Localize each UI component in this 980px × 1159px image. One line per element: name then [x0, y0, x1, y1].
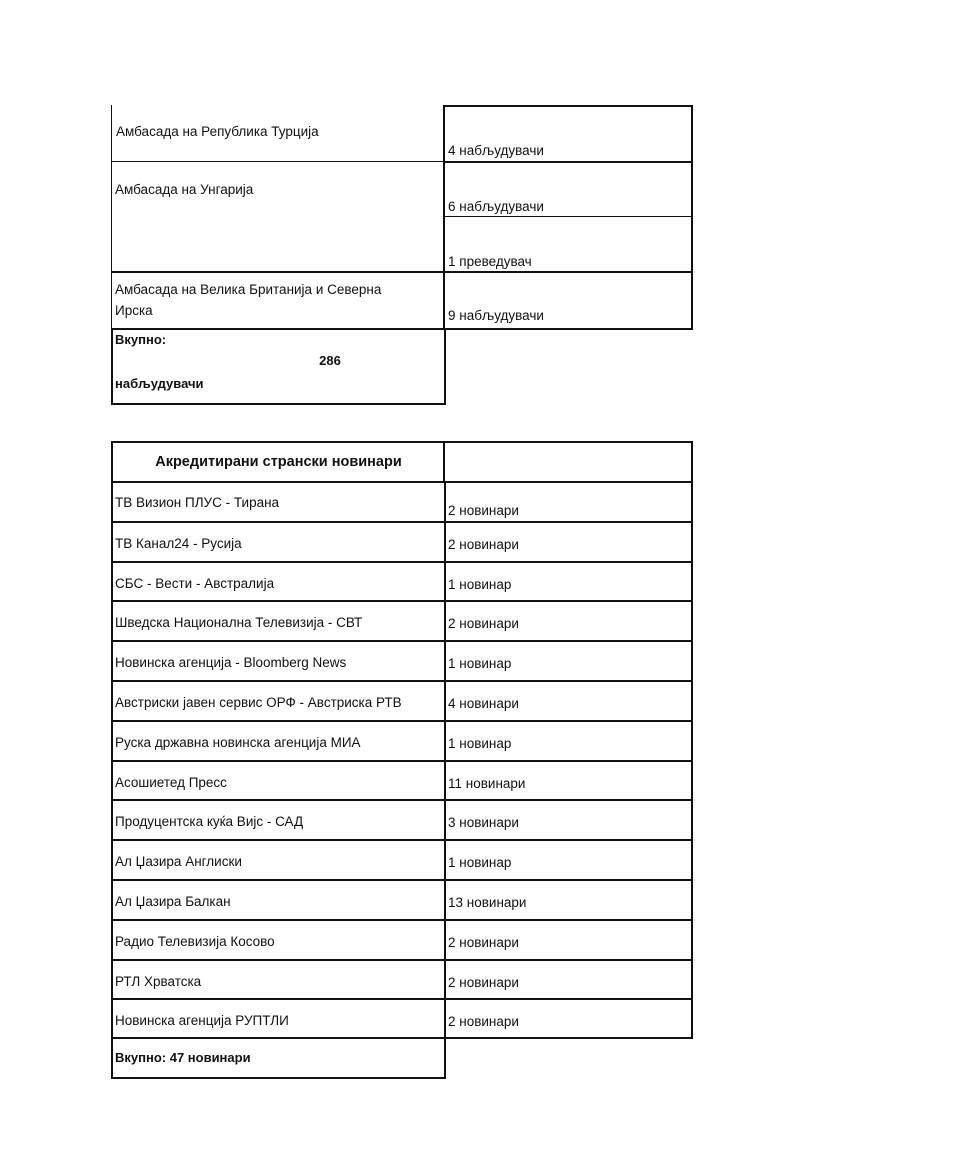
observer-count: 4 набљудувачи: [448, 143, 544, 158]
media-outlet-name: Новинска агенција - Bloomberg News: [115, 655, 347, 670]
row-divider: [111, 600, 693, 602]
row-divider: [111, 161, 444, 162]
row-divider: [111, 919, 693, 921]
interpreter-count: 1 преведувач: [448, 254, 532, 269]
media-outlet-name: ТВ Канал24 - Русија: [115, 536, 242, 551]
journalist-count: 2 новинари: [448, 975, 519, 990]
journalist-count: 2 новинари: [448, 935, 519, 950]
row-divider: [111, 640, 693, 642]
observer-name: Амбасада на Велика Британија и Северна Ирска: [115, 282, 382, 318]
observer-count: 6 набљудувачи: [448, 199, 544, 214]
observers-count-column-frame: [443, 105, 693, 330]
media-outlet-name: Радио Телевизија Косово: [115, 934, 275, 949]
row-divider: [111, 760, 693, 762]
journalist-count: 1 новинар: [448, 577, 512, 592]
media-outlet-name: Австриски јавен сервис ОРФ - Австриска РТВ: [115, 695, 402, 710]
row-divider: [111, 839, 693, 841]
media-outlet-name: ТВ Визион ПЛУС - Тирана: [115, 495, 280, 510]
media-outlet-name: СБС - Вести - Австралија: [115, 576, 275, 591]
journalist-count: 2 новинари: [448, 503, 519, 518]
header-column-divider: [443, 441, 445, 483]
media-outlet-name: Ал Џазира Англиски: [115, 854, 242, 869]
total-value: 286: [319, 353, 341, 368]
journalist-count: 13 новинари: [448, 895, 527, 910]
journalist-count: 1 новинар: [448, 855, 512, 870]
journalist-count: 1 новинар: [448, 656, 512, 671]
row-divider: [111, 998, 693, 1000]
observer-count: 9 набљудувачи: [448, 308, 544, 323]
row-divider: [111, 561, 693, 563]
media-outlet-name: Продуцентска куќа Вијс - САД: [115, 814, 304, 829]
total-unit: набљудувачи: [115, 376, 204, 391]
media-outlet-name: Новинска агенција РУПТЛИ: [115, 1013, 289, 1028]
journalist-count: 2 новинари: [448, 616, 519, 631]
row-divider: [111, 720, 693, 722]
row-divider: [443, 161, 693, 163]
journalist-count: 1 новинар: [448, 736, 512, 751]
row-divider: [111, 799, 693, 801]
journalists-header-title: Акредитирани странски новинари: [155, 454, 402, 470]
observer-name: Амбасада на Унгарија: [115, 182, 254, 197]
row-divider: [111, 879, 693, 881]
journalist-count: 4 новинари: [448, 696, 519, 711]
row-divider: [111, 680, 693, 682]
media-outlet-name: Асошиетед Пресс: [115, 775, 227, 790]
media-outlet-name: Руска државна новинска агенција МИА: [115, 735, 361, 750]
journalist-count: 3 новинари: [448, 815, 519, 830]
journalists-total: Вкупно: 47 новинари: [115, 1050, 251, 1065]
row-divider: [111, 521, 693, 523]
row-divider: [111, 959, 693, 961]
total-label: Вкупно:: [115, 332, 167, 347]
observer-name: Амбасада на Република Турција: [116, 124, 319, 139]
journalist-count: 11 новинари: [448, 776, 526, 791]
media-outlet-name: Шведска Национална Телевизија - СВТ: [115, 615, 363, 630]
journalist-count: 2 новинари: [448, 537, 519, 552]
media-outlet-name: Ал Џазира Балкан: [115, 894, 231, 909]
observers-left-edge: [111, 105, 112, 330]
media-outlet-name: РТЛ Хрватска: [115, 974, 202, 989]
journalist-count: 2 новинари: [448, 1014, 519, 1029]
